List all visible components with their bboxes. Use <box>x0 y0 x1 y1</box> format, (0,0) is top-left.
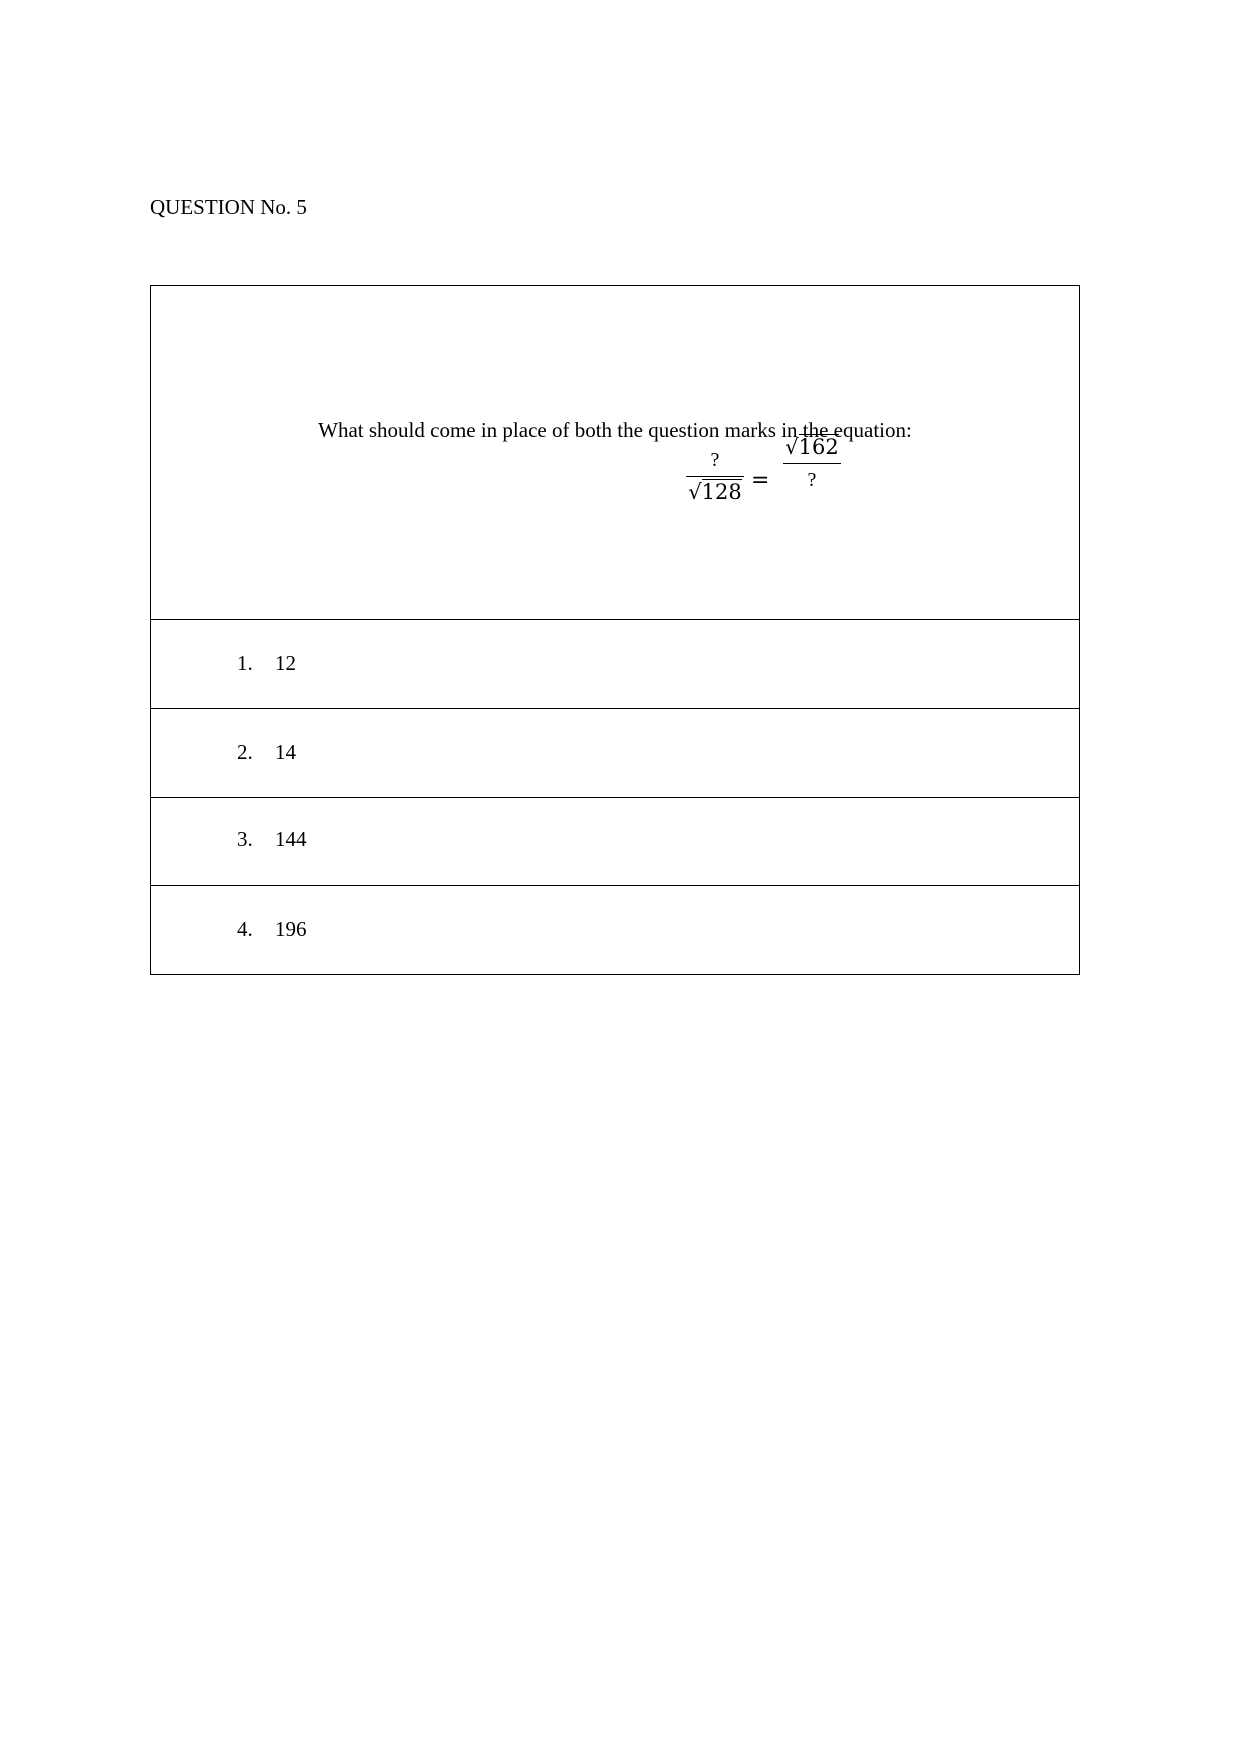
radical <box>785 434 838 460</box>
radical <box>688 479 741 505</box>
fraction-bar <box>783 463 841 464</box>
right-fraction <box>783 434 841 493</box>
question-table <box>150 285 1080 975</box>
option-row-3[interactable] <box>151 798 1079 886</box>
option-value: 12 <box>275 651 296 675</box>
left-denominator-radicand: 128 <box>701 480 742 504</box>
option-number: 2. <box>237 740 253 764</box>
option-row-1[interactable] <box>151 620 1079 709</box>
radical-symbol: √ <box>785 435 799 459</box>
left-numerator: ? <box>710 449 720 471</box>
option-value: 196 <box>275 917 307 941</box>
left-fraction <box>686 446 744 505</box>
right-denominator: ? <box>807 469 817 491</box>
option-value: 14 <box>275 740 296 764</box>
equals-sign: = <box>751 468 770 493</box>
right-numerator-radicand: 162 <box>798 435 839 459</box>
option-number: 4. <box>237 917 253 941</box>
option-row-4[interactable] <box>151 886 1079 974</box>
question-prompt: What should come in place of both the question marks in the equation: <box>318 418 912 442</box>
radical-symbol: √ <box>688 480 702 504</box>
option-row-2[interactable] <box>151 709 1079 798</box>
option-number: 3. <box>237 827 253 851</box>
fraction-bar <box>686 476 744 477</box>
option-value: 144 <box>275 827 307 851</box>
question-title: QUESTION No. 5 <box>150 195 307 219</box>
equation <box>686 435 846 516</box>
question-cell <box>151 286 1079 620</box>
option-number: 1. <box>237 651 253 675</box>
